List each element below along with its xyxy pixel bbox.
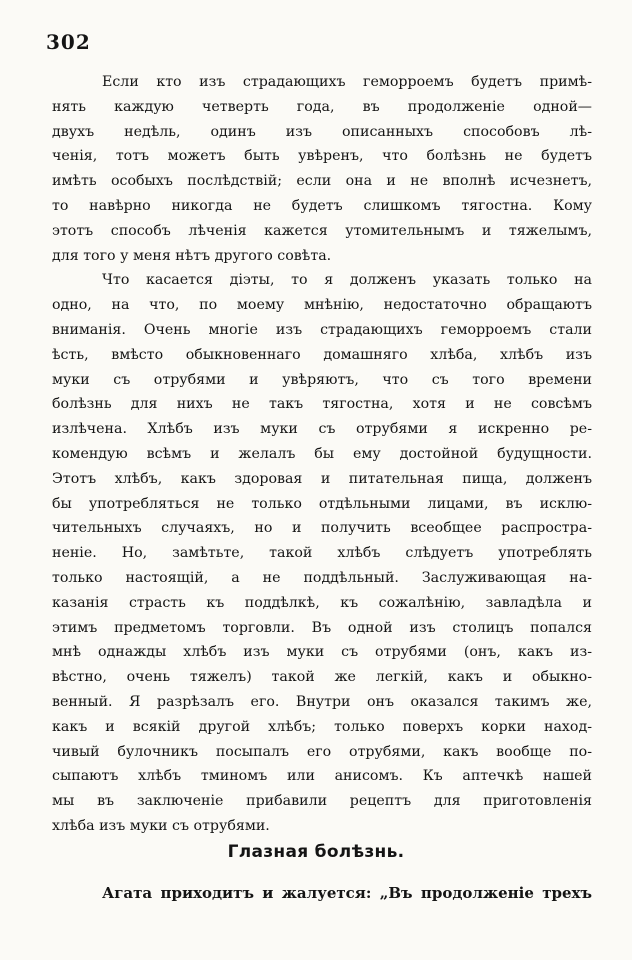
text-line: вниманія. Очень многіе изъ страдающихъ геморроемъ стали — [52, 321, 592, 338]
text-line: имѣть особыхъ послѣдствій; если она и не вполнѣ исчезнетъ, — [52, 173, 592, 190]
text-line: этотъ способъ лѣченія кажется утомительнымъ и тяжелымъ, — [52, 222, 592, 239]
text-line: нять каждую четверть года, въ продолженіе одной— — [52, 98, 592, 115]
text-line: муки съ отрубями и увѣряютъ, что съ того времени — [52, 371, 592, 388]
text-line: ѣсть, вмѣсто обыкновеннаго домашняго хлѣба, хлѣбъ изъ — [52, 346, 592, 363]
paragraph — [52, 268, 592, 838]
text-line: какъ и всякій другой хлѣбъ; только поверхъ корки наход- — [52, 718, 592, 735]
text-line: хлѣба изъ муки съ отрубями. — [52, 817, 270, 834]
text-line: Если кто изъ страдающихъ геморроемъ будетъ примѣ- — [102, 74, 592, 90]
text-line: для того у меня нѣтъ другого совѣта. — [52, 247, 332, 264]
last-text-line: Агата приходитъ и жалуется: „Въ продолженіе трехъ — [102, 884, 592, 902]
text-line: ченія, тотъ можетъ быть увѣренъ, что болѣзнь не будетъ — [52, 148, 592, 165]
section-heading: Глазная болѣзнь. — [227, 842, 405, 862]
text-line: чивый булочникъ посыпалъ его отрубями, какъ вообще по- — [52, 743, 592, 760]
text-line: то навѣрно никогда не будетъ слишкомъ тягостна. Кому — [52, 197, 592, 214]
page-number: 302 — [46, 30, 91, 54]
text-line: этимъ предметомъ торговли. Въ одной изъ столицъ попался — [52, 619, 592, 636]
text-line: только настоящій, а не поддѣльный. Заслуживающая на- — [52, 569, 592, 586]
text-line: двухъ недѣль, одинъ изъ описанныхъ способовъ лѣ- — [52, 123, 592, 140]
text-line: болѣзнь для нихъ не такъ тягостна, хотя и не совсѣмъ — [52, 396, 592, 413]
text-line: вѣстно, очень тяжелъ) такой же легкій, какъ и обыкно- — [52, 669, 592, 686]
text-line: сыпаютъ хлѣбъ тминомъ или анисомъ. Къ аптечкѣ нашей — [52, 768, 592, 785]
text-line: бы употребляться не только отдѣльными лицами, въ исклю- — [52, 495, 592, 512]
text-line: венный. Я разрѣзалъ его. Внутри онъ оказался такимъ же, — [52, 693, 592, 710]
body-text — [52, 70, 592, 839]
text-line: мы въ заключеніе прибавили рецептъ для приготовленія — [52, 793, 592, 810]
text-line: Что касается діэты, то я долженъ указать только на — [102, 272, 592, 289]
text-line: излѣчена. Хлѣбъ изъ муки съ отрубями я искренно ре- — [52, 421, 592, 438]
text-line: чительныхъ случаяхъ, но и получить всеобщее распростра- — [52, 520, 592, 537]
text-line: неніе. Но, замѣтьте, такой хлѣбъ слѣдуетъ употреблять — [52, 545, 592, 562]
paragraph — [52, 70, 592, 268]
text-line: казанія страсть къ поддѣлкѣ, къ сожалѣнію, завладѣла и — [52, 594, 592, 611]
text-line: мнѣ однажды хлѣбъ изъ муки съ отрубями (онъ, какъ из- — [52, 644, 592, 661]
text-line: одно, на что, по моему мнѣнію, недостаточно обращаютъ — [52, 297, 592, 314]
text-line: комендую всѣмъ и желалъ бы ему достойной будущности. — [52, 445, 592, 462]
text-line: Этотъ хлѣбъ, какъ здоровая и питательная пища, долженъ — [52, 470, 592, 487]
